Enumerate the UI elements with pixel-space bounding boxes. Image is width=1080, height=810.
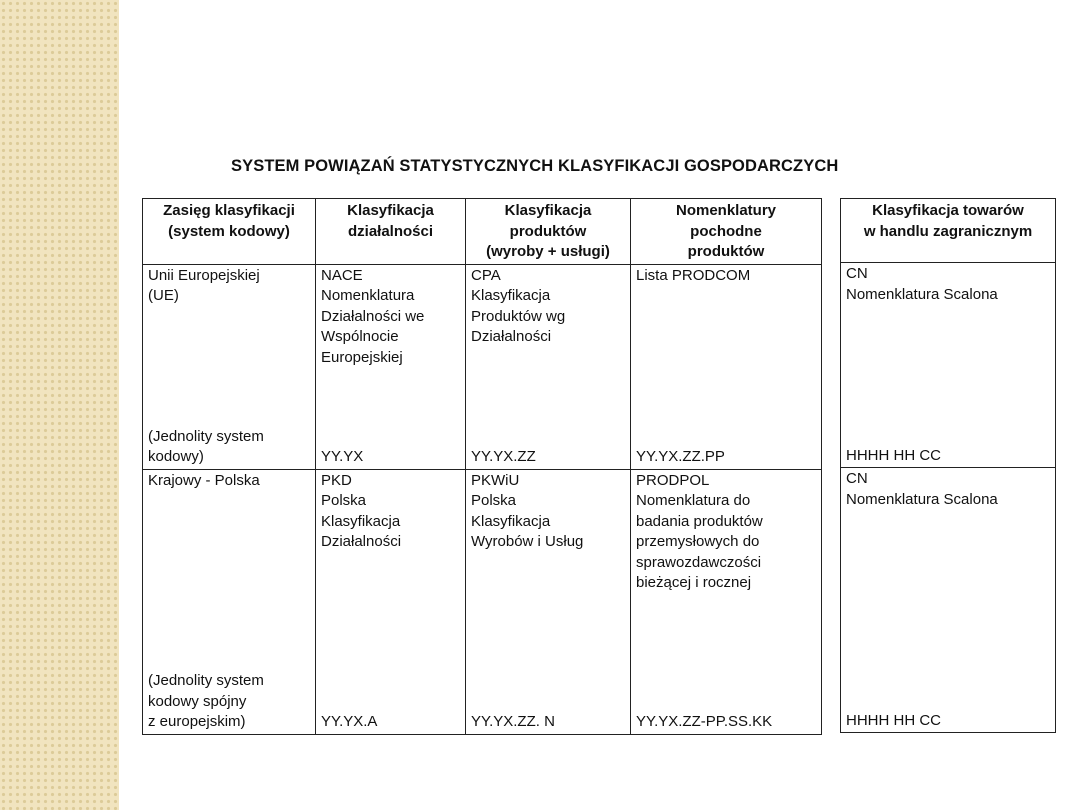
foreign-trade-table (840, 198, 1056, 733)
table-row-eu (143, 264, 822, 469)
table-row-poland (143, 469, 822, 734)
header-activity: Klasyfikacja działalności (316, 199, 466, 265)
table-cell: Lista PRODCOM YY.YX.ZZ.PP (631, 264, 822, 469)
table-cell: PKWiU Polska Klasyfikacja Wyrobów i Usług YY.YX.ZZ. N (466, 469, 631, 734)
table-cell: NACE Nomenklatura Działalności we Wspólnocie Europejskiej YY.YX (316, 264, 466, 469)
classification-table (142, 198, 822, 735)
table-cell: CN Nomenklatura Scalona HHHH HH CC (841, 468, 1056, 733)
table-header-row (143, 199, 822, 265)
table-row-eu (841, 263, 1056, 468)
table-header-row (841, 199, 1056, 263)
header-products: Klasyfikacja produktów (wyroby + usługi) (466, 199, 631, 265)
page-title: SYSTEM POWIĄZAŃ STATYSTYCZNYCH KLASYFIKACJI GOSPODARCZYCH (231, 157, 839, 175)
table-cell: Unii Europejskiej (UE) (Jednolity system kodowy) (143, 264, 316, 469)
table-cell: CPA Klasyfikacja Produktów wg Działalności YY.YX.ZZ (466, 264, 631, 469)
header-derived: Nomenklatury pochodne produktów (631, 199, 822, 265)
header-scope: Zasięg klasyfikacji (system kodowy) (143, 199, 316, 265)
table-cell: Krajowy - Polska (Jednolity system kodowy spójny z europejskim) (143, 469, 316, 734)
table-cell: PRODPOL Nomenklatura do badania produktów przemysłowych do sprawozdawczości bieżącej i rocznej YY.YX.ZZ-PP.SS.KK (631, 469, 822, 734)
table-row-poland (841, 468, 1056, 733)
table-cell: PKD Polska Klasyfikacja Działalności YY.YX.A (316, 469, 466, 734)
header-foreign-trade: Klasyfikacja towarów w handlu zagranicznym (841, 199, 1056, 263)
table-cell: CN Nomenklatura Scalona HHHH HH CC (841, 263, 1056, 468)
decorative-side-strip (0, 0, 119, 810)
